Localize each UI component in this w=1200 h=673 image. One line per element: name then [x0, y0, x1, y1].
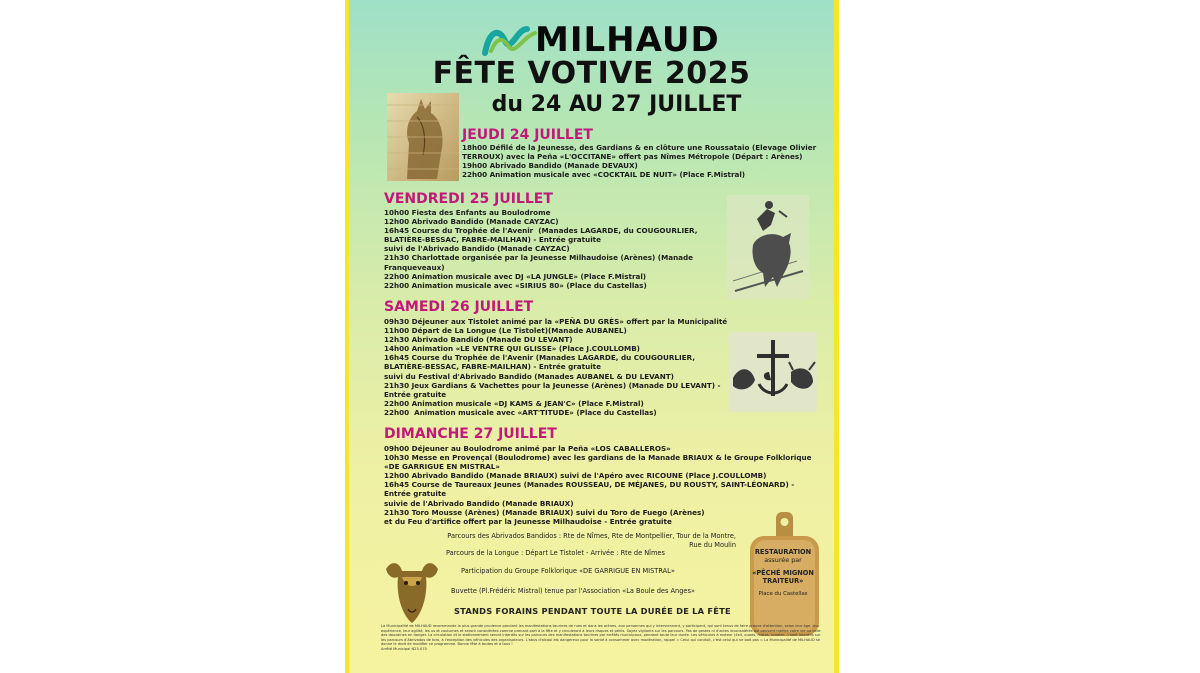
event-line: 22h00 Animation musicale avec «COCKTAIL DE NUIT» (Place F.Mistral) [462, 170, 746, 180]
event-line: 19h00 Abrivado Bandido (Manade DEVAUX) [462, 161, 638, 171]
event-line: 14h00 Animation «LE VENTRE QUI GLISSE» (Place J.COULLOMB) [384, 344, 640, 354]
poster-dates: du 24 AU 27 JUILLET [491, 92, 742, 117]
restauration-subtitle: assurée par [764, 555, 802, 564]
bull-head-image [384, 555, 440, 625]
event-line: 09h30 Déjeuner aux Tistolet animé par la «PEÑA DU GRÈS» offert par la Municipalité [384, 317, 728, 326]
event-line: 18h00 Défilé de la Jeunesse, des Gardians & en clôture une Roussataio (Elevage Olivier [462, 143, 817, 152]
info-buvette: Buvette (Pl.Frédéric Mistral) tenue par l'Association «La Boule des Anges» [451, 587, 695, 595]
event-line: et du Feu d'artifice offert par la Jeunesse Milhaudoise - Entrée gratuite [384, 516, 672, 526]
day-events-samedi [384, 317, 744, 417]
day-title-samedi: SAMEDI 26 JUILLET [384, 299, 534, 315]
event-line: suivi du Festival d'Abrivado Bandido (Manades AUBANEL & DU LEVANT) [384, 371, 674, 381]
info-line: Rue du Moulin [689, 540, 736, 549]
info-parcours-longue: Parcours de la Longue : Départ Le Tistolet - Arrivée : Rte de Nîmes [446, 549, 665, 557]
horse-photo [387, 93, 459, 181]
event-line: 12h00 Abrivado Bandido (Manade BRIAUX) suivi de l'Apéro avec RICOUNE (Place J.COULLOMB) [384, 471, 767, 481]
event-line: BLATIÈRE-BESSAC, FABRE-MAILHAN) - Entrée gratuite [384, 235, 601, 245]
info-parcours-abrivados [446, 532, 736, 549]
event-line: 21h30 Jeux Gardians & Vachettes pour la Jeunesse (Arènes) (Manade DU LEVANT) - [384, 380, 721, 390]
poster [349, 0, 834, 673]
event-line: 21h30 Toro Mousse (Arènes) (Manade BRIAUX) suivi du Toro de Fuego (Arènes) [384, 507, 705, 517]
event-line: 16h45 Course de Taureaux Jeunes (Manades ROUSSEAU, DE MÉJANES, DU ROUSTY, SAINT-LÉONARD) - [384, 480, 795, 490]
restauration-info [748, 549, 818, 599]
day-events-jeudi [462, 143, 822, 179]
event-line: suivie de l'Abrivado Bandido (Manade BRIAUX) [384, 498, 574, 508]
event-line: 21h30 Charlottade organisée par la Jeunesse Milhaudoise (Arènes) (Manade [384, 253, 694, 263]
event-line: TERROUX) avec la Peña «L'OCCITANE» offert pas Nîmes Métropole (Départ : Arènes) [462, 152, 803, 162]
event-line: 22h00 Animation musicale avec «SIRIUS 80» (Place du Castellas) [384, 280, 647, 290]
event-line: Entrée gratuite [384, 389, 447, 399]
info-stands: STANDS FORAINS PENDANT TOUTE LA DURÉE DE LA FÊTE [454, 606, 731, 616]
event-line: 09h00 Déjeuner au Boulodrome animé par la Peña «LOS CABALLEROS» [384, 444, 671, 453]
info-participation: Participation du Groupe Folklorique «DE GARRIGUE EN MISTRAL» [461, 567, 675, 575]
poster-title: FÊTE VOTIVE 2025 [432, 56, 751, 91]
fine-print: La Municipalité de MILHAUD recommande la plus grande prudence pendant les manifestations taurines de rues et dans les arènes, aux personnes qui y interviennent, y participent, qui sont tenus de faire preuve d'attention, selon leur âge, leur expérience, leur agilité, les us et coutumes et seront considérées comme prenant part à la fête et y circuleront à leurs risques et périls. Soyez vigilants sur les parcours. Pas de gestes ni d'actes inconsidérés qui peuvent mettre votre vie ou celle des douzaines en danger. La circulation et le stationnement seront interdits sur les parcours des manifestations taurines par arrêtés municipaux, pendant toute leur durée. Les véhicules à moteur (4x4, quads, motos, scooter...) sont interdits sur les parcours d'Abrivados de toro, à l'exception des véhicules des organisateurs. L'abus d'alcool est dangereux pour la santé à consommer avec modération, rappel = Celui qui conduit, c'est celui qui ne boit pas = La Municipalité de MILHAUD se donne le droit de modifier ce programme. Bonne fête à toutes et à tous ! Arrêté Municipal N25-070 [381, 624, 821, 651]
day-title-vendredi: VENDREDI 25 JUILLET [384, 191, 553, 207]
camargue-cross-image [729, 332, 817, 412]
restauration-title: RESTAURATION [754, 548, 812, 556]
event-line: 22h00 Animation musicale avec «ART'TITUDE» (Place du Castellas) [384, 407, 657, 417]
event-line: Entrée gratuite [384, 489, 447, 499]
town-logo [481, 22, 720, 58]
event-line: suivi de l'Abrivado Bandido (Manade CAYZAC) [384, 244, 570, 254]
event-line: 22h00 Animation musicale avec DJ «LA JUNGLE» (Place F.Mistral) [384, 271, 647, 281]
event-line: 11h00 Départ de La Longue (Le Tistolet)(Manade AUBANEL) [384, 326, 627, 336]
event-line: 12h30 Abrivado Bandido (Manade DU LEVANT) [384, 335, 573, 345]
event-line: 12h00 Abrivado Bandido (Manade CAYZAC) [384, 217, 559, 227]
day-title-dimanche: DIMANCHE 27 JUILLET [384, 426, 557, 442]
milhaud-logo-icon [481, 23, 539, 57]
event-line: 10h30 Messe en Provençal (Boulodrome) avec les gardians de la Manade BRIAUX & le Groupe Folklorique [384, 453, 812, 463]
restauration-caterer: «PÊCHÉ MIGNON TRAITEUR» [752, 569, 814, 585]
event-line: «DE GARRIGUE EN MISTRAL» [384, 462, 501, 472]
event-line: Franqueveaux) [384, 262, 445, 272]
day-events-vendredi [384, 208, 729, 290]
event-line: 22h00 Animation musicale «DJ KAMS & JEAN'C» (Place F.Mistral) [384, 398, 644, 408]
event-line: 16h45 Course du Trophée de l'Avenir (Manades LAGARDE, du COUGOURLIER, [384, 226, 698, 236]
info-line: Parcours des Abrivados Bandidos : Rte de Nîmes, Rte de Montpellier, Tour de la Montre, [447, 532, 736, 540]
day-title-jeudi: JEUDI 24 JUILLET [462, 127, 593, 143]
bull-statue-image [727, 195, 809, 299]
event-line: BLATIÈRE-BESSAC, FABRE-MAILHAN) - Entrée gratuite [384, 362, 601, 372]
event-line: 16h45 Course du Trophée de l'Avenir (Manades LAGARDE, du COUGOURLIER, [384, 353, 695, 363]
restauration-place: Place du Castellas [758, 591, 808, 598]
event-line: 10h00 Fiesta des Enfants au Boulodrome [384, 208, 551, 217]
town-name: MILHAUD [535, 20, 720, 60]
